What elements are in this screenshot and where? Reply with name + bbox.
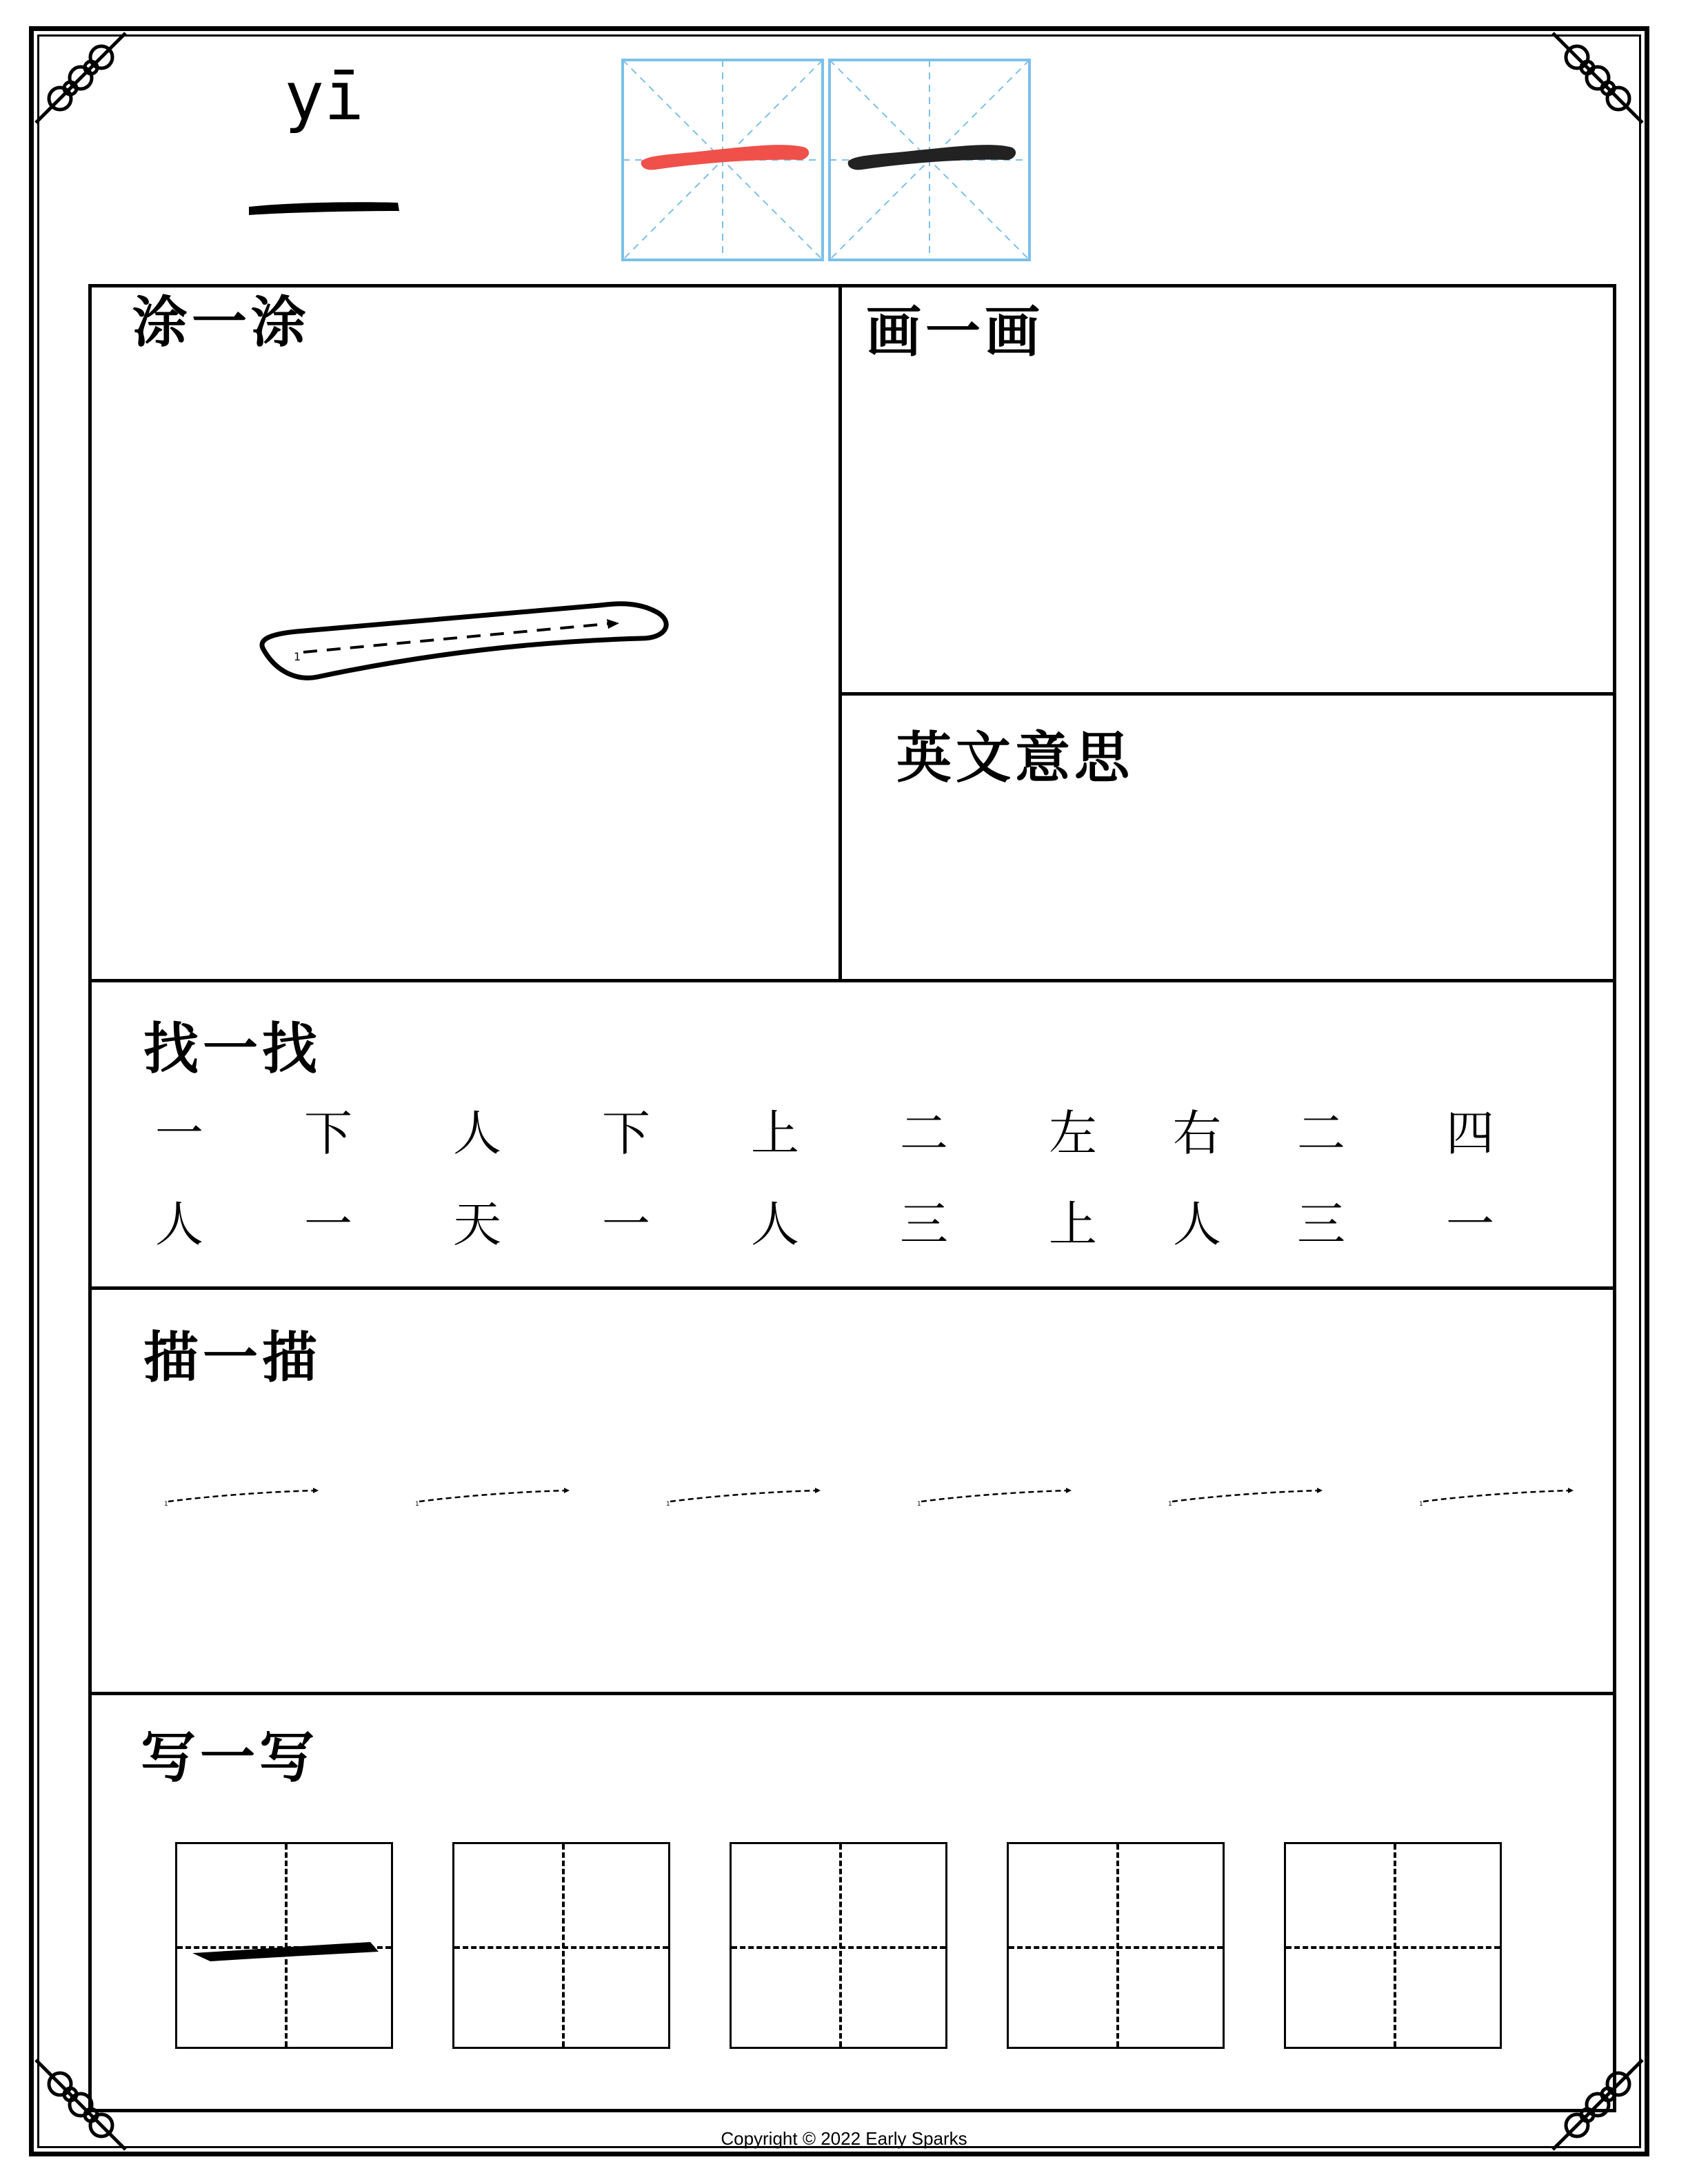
svg-text:1: 1 xyxy=(294,650,301,663)
find-char[interactable]: 三 xyxy=(1297,1196,1345,1253)
find-char[interactable]: 一 xyxy=(155,1105,203,1162)
find-char[interactable]: 一 xyxy=(1446,1196,1494,1253)
trace-stroke[interactable] xyxy=(163,1482,328,1510)
find-char[interactable]: 四 xyxy=(1446,1105,1494,1162)
svg-text:1: 1 xyxy=(917,1501,921,1508)
stroke-outline-icon xyxy=(255,596,673,692)
svg-text:1: 1 xyxy=(1419,1501,1423,1508)
write-section-title: 写一写 xyxy=(141,1726,319,1790)
grid-divider xyxy=(88,1692,1616,1695)
meaning-section-title: 英文意思 xyxy=(896,726,1134,790)
find-section-title: 找一找 xyxy=(143,1017,321,1081)
corner-ornament-icon xyxy=(1546,26,1649,130)
pinyin-label: yī xyxy=(284,58,364,135)
find-char[interactable]: 天 xyxy=(453,1196,501,1253)
find-char[interactable]: 二 xyxy=(1297,1105,1345,1162)
svg-text:1: 1 xyxy=(1168,1501,1172,1508)
find-char[interactable]: 右 xyxy=(1173,1105,1221,1162)
grid-divider xyxy=(88,1286,1616,1290)
trace-stroke[interactable] xyxy=(414,1482,579,1510)
find-char[interactable]: 一 xyxy=(602,1196,650,1253)
find-row xyxy=(145,1099,1551,1168)
find-char[interactable]: 一 xyxy=(304,1196,352,1253)
find-char[interactable]: 左 xyxy=(1049,1105,1097,1162)
find-char[interactable]: 上 xyxy=(1049,1196,1097,1253)
writing-box[interactable] xyxy=(452,1842,670,2049)
find-char[interactable]: 二 xyxy=(900,1105,948,1162)
color-section-title: 涂一涂 xyxy=(132,290,310,354)
find-char[interactable]: 上 xyxy=(751,1105,799,1162)
trace-stroke[interactable] xyxy=(665,1482,830,1510)
svg-text:1: 1 xyxy=(666,1501,670,1508)
writing-box[interactable] xyxy=(1007,1842,1225,2049)
trace-section-title: 描一描 xyxy=(143,1326,321,1390)
corner-ornament-icon xyxy=(29,26,132,130)
grid-divider xyxy=(838,692,1616,696)
find-char[interactable]: 人 xyxy=(1173,1196,1221,1253)
svg-text:1: 1 xyxy=(164,1501,168,1508)
find-char[interactable]: 人 xyxy=(751,1196,799,1253)
grid-divider xyxy=(88,979,1616,982)
find-row xyxy=(145,1190,1551,1259)
writing-box[interactable] xyxy=(730,1842,947,2049)
stroke-order-diagram xyxy=(621,58,1034,262)
find-char[interactable]: 下 xyxy=(304,1105,352,1162)
draw-section-title: 画一画 xyxy=(866,300,1044,364)
find-char[interactable]: 人 xyxy=(155,1196,203,1253)
writing-box[interactable] xyxy=(1284,1842,1502,2049)
writing-box[interactable] xyxy=(175,1842,393,2049)
grid-divider xyxy=(838,284,842,980)
find-char[interactable]: 人 xyxy=(453,1105,501,1162)
example-stroke xyxy=(190,1934,383,1975)
find-char[interactable]: 下 xyxy=(602,1105,650,1162)
svg-text:1: 1 xyxy=(415,1501,419,1508)
find-char[interactable]: 三 xyxy=(900,1196,948,1253)
character-display xyxy=(245,186,403,228)
trace-stroke[interactable] xyxy=(1167,1482,1332,1510)
trace-stroke[interactable] xyxy=(1418,1482,1583,1510)
trace-stroke[interactable] xyxy=(916,1482,1081,1510)
copyright-text: Copyright © 2022 Early Sparks xyxy=(721,2128,967,2149)
